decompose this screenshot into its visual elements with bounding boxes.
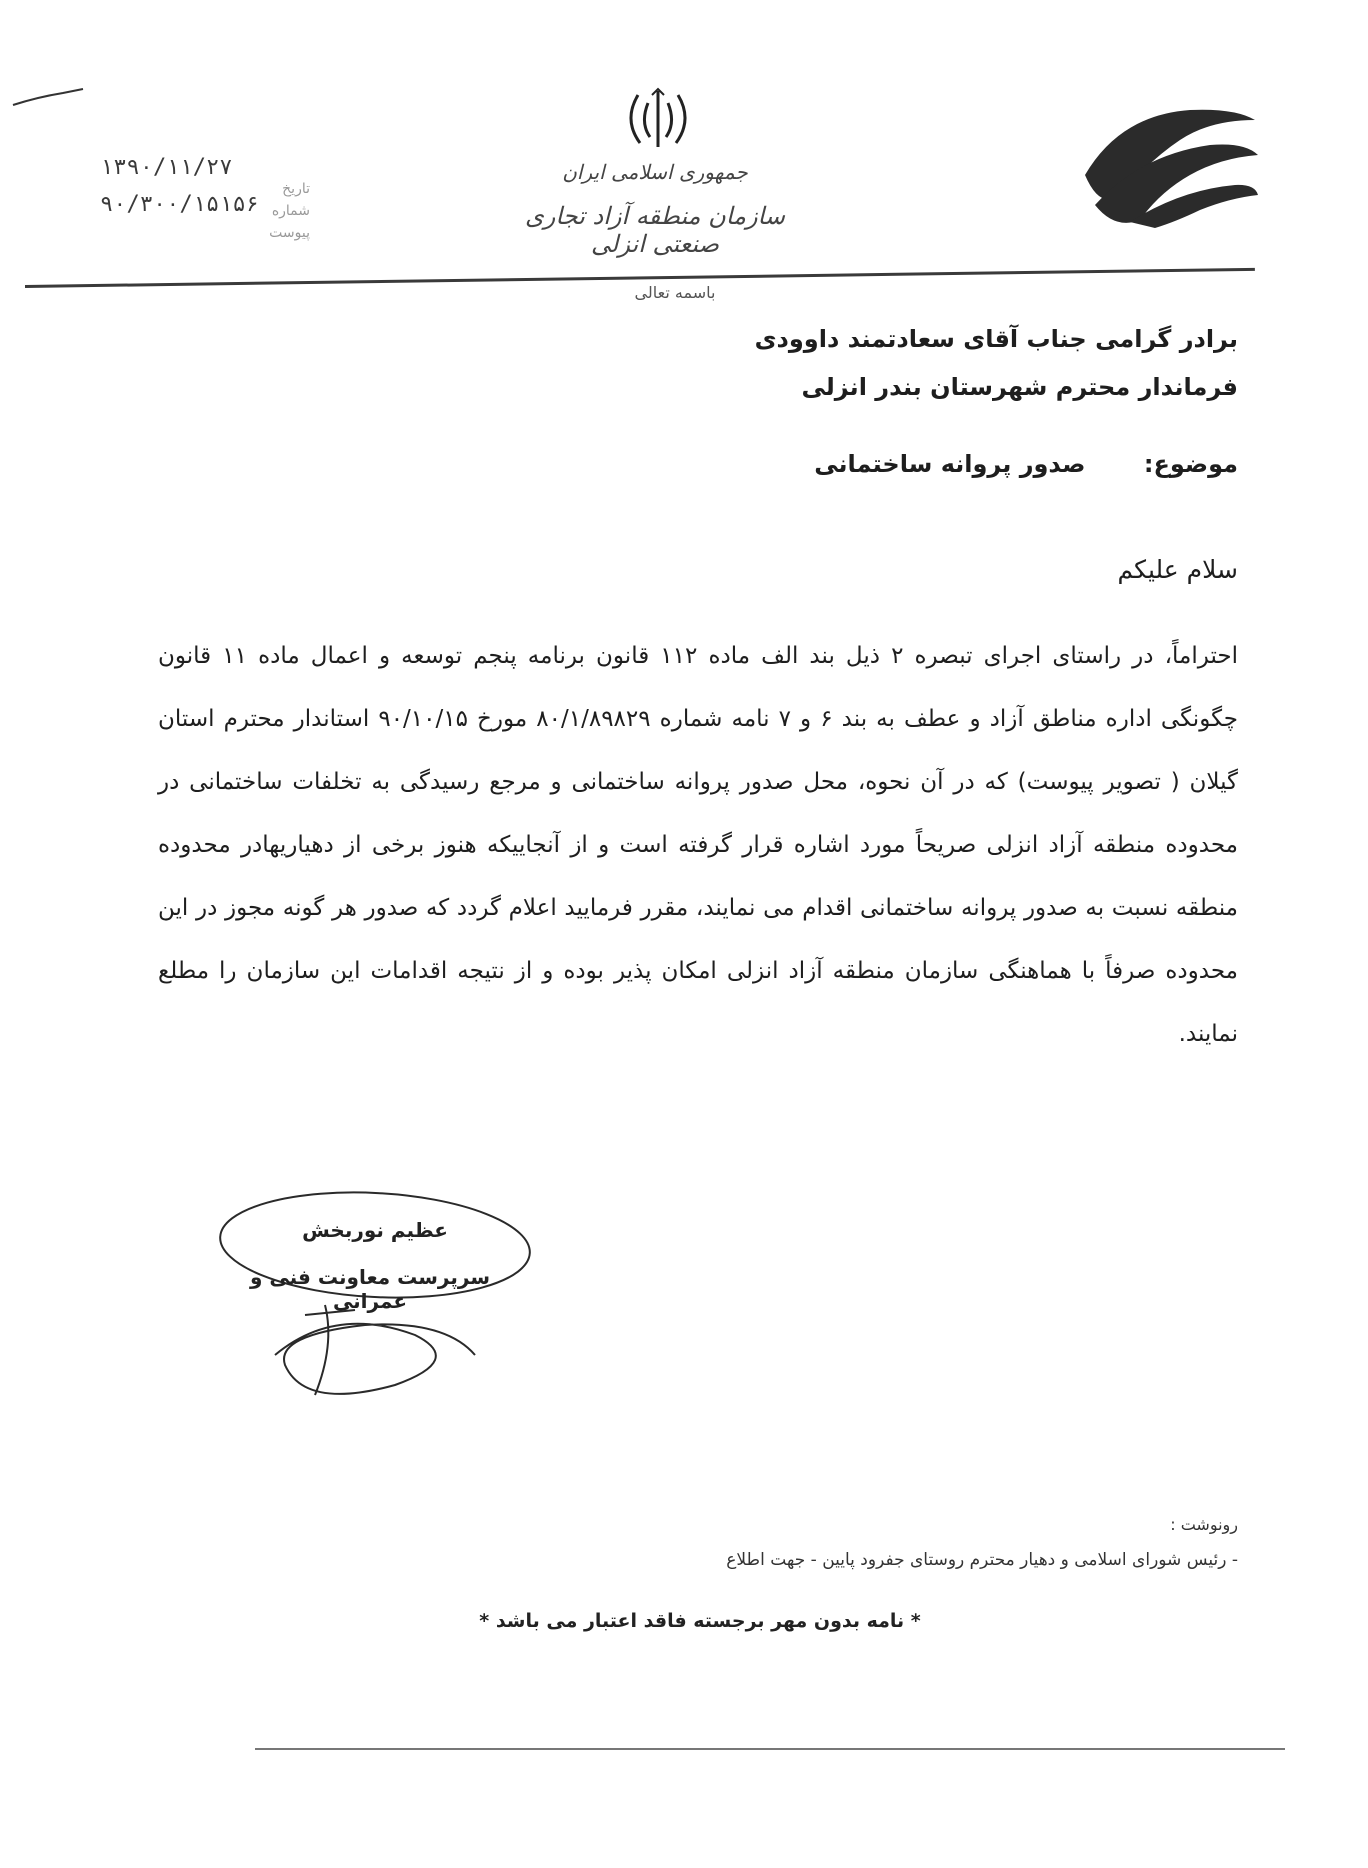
- issuer-country: جمهوری اسلامی ایران: [562, 160, 748, 184]
- letter-date: ۱۳۹۰/۱۱/۲۷: [100, 155, 233, 180]
- footer-divider: [255, 1748, 1285, 1750]
- subject-text: صدور پروانه ساختمانی: [814, 450, 1086, 478]
- organization-logo-icon: [1060, 100, 1260, 230]
- pen-mark: [8, 85, 88, 110]
- cc-recipient: - رئیس شورای اسلامی و دهیار محترم روستای جفرود پایین - جهت اطلاع: [726, 1550, 1238, 1570]
- cc-label: رونوشت :: [1170, 1515, 1238, 1534]
- addressee-title: فرماندار محترم شهرستان بندر انزلی: [801, 373, 1238, 401]
- basmala: باسمه تعالی: [634, 283, 716, 302]
- letter-body: احتراماً، در راستای اجرای تبصره ۲ ذیل بند الف ماده ۱۱۲ قانون برنامه پنجم توسعه و اعمال ماده ۱۱ قانون چگونگی اداره مناطق آزاد و عطف به بند ۶ و ۷ نامه شماره ۸۰/۱/۸۹۸۲۹ مورخ ۹۰/۱۰/۱۵ استاندار محترم استان گیلان ( تصویر پیوست) که در آن نحوه، محل صدور پروانه ساختمانی و مرجع رسیدگی به تخلفات ساختمانی در محدوده منطقه آزاد انزلی صریحاً مورد اشاره قرار گرفته است و از آنجاییکه هنوز برخی از دهیاریهادر محدوده منطقه نسبت به صدور پروانه ساختمانی اقدام می نمایند، مقرر فرمایید اعلام گردد که صدور هر گونه مجوز در این محدوده صرفاً با هماهنگی سازمان منطقه آزاد انزلی امکان پذیر بوده و از نتیجه اقدامات این سازمان را مطلع نمایند.: [158, 643, 1238, 1047]
- addressee-block: [538, 315, 1238, 411]
- addressee-name: برادر گرامی جناب آقای سعادتمند داوودی: [754, 325, 1238, 353]
- number-label: شماره: [271, 203, 310, 219]
- issuer-organization: سازمان منطقه آزاد تجاری صنعتی انزلی: [525, 202, 785, 258]
- signatory-name: عظیم نوربخش: [302, 1218, 448, 1242]
- subject-line: [538, 450, 1238, 478]
- issuer-block: [490, 160, 820, 258]
- date-label: تاریخ: [282, 181, 310, 197]
- attachment-label: پیوست: [269, 225, 310, 241]
- greeting: سلام علیکم: [1117, 555, 1238, 584]
- letter-number: ۹۰/۳۰۰/۱۵۱۵۶: [100, 192, 259, 217]
- header-field-labels: [240, 178, 310, 244]
- national-emblem-icon: [618, 85, 698, 155]
- signatory-title: سرپرست معاونت فنی و عمرانی: [249, 1265, 490, 1313]
- validity-notice: * نامه بدون مهر برجسته فاقد اعتبار می باشد *: [479, 1610, 921, 1632]
- subject-label: موضوع:: [1143, 450, 1238, 478]
